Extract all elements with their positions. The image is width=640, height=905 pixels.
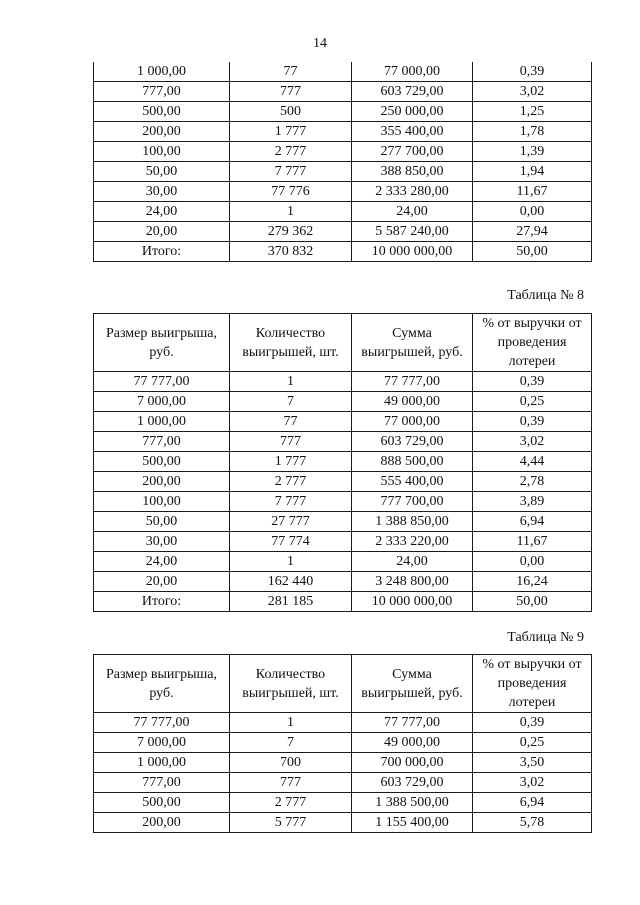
cell-prize-size: 77 777,00 bbox=[94, 713, 230, 733]
cell-prize-size: 77 777,00 bbox=[94, 372, 230, 392]
cell-prize-sum: 10 000 000,00 bbox=[352, 242, 473, 262]
cell-prize-size: 500,00 bbox=[94, 793, 230, 813]
header-revenue-percent: % от выручки от проведения лотереи bbox=[473, 655, 592, 713]
header-prize-count: Количество выигрышей, шт. bbox=[230, 655, 352, 713]
cell-prize-sum: 603 729,00 bbox=[352, 773, 473, 793]
cell-prize-count: 1 bbox=[230, 202, 352, 222]
cell-revenue-percent: 0,00 bbox=[473, 202, 592, 222]
cell-prize-size: 7 000,00 bbox=[94, 392, 230, 412]
cell-revenue-percent: 0,39 bbox=[473, 713, 592, 733]
cell-prize-count: 777 bbox=[230, 773, 352, 793]
cell-revenue-percent: 3,50 bbox=[473, 753, 592, 773]
cell-prize-size: 777,00 bbox=[94, 773, 230, 793]
table-row bbox=[94, 753, 592, 773]
table-row bbox=[94, 182, 592, 202]
cell-prize-count: 2 777 bbox=[230, 793, 352, 813]
cell-revenue-percent: 27,94 bbox=[473, 222, 592, 242]
cell-prize-sum: 888 500,00 bbox=[352, 452, 473, 472]
table-row bbox=[94, 572, 592, 592]
table-row bbox=[94, 392, 592, 412]
cell-prize-sum: 2 333 220,00 bbox=[352, 532, 473, 552]
cell-revenue-percent: 1,94 bbox=[473, 162, 592, 182]
cell-prize-size: 30,00 bbox=[94, 532, 230, 552]
table-row bbox=[94, 222, 592, 242]
cell-prize-size: 200,00 bbox=[94, 813, 230, 833]
cell-prize-sum: 2 333 280,00 bbox=[352, 182, 473, 202]
table-row bbox=[94, 162, 592, 182]
cell-prize-sum: 777 700,00 bbox=[352, 492, 473, 512]
header-revenue-percent: % от выручки от проведения лотереи bbox=[473, 314, 592, 372]
header-prize-size: Размер выигрыша, руб. bbox=[94, 655, 230, 713]
cell-prize-sum: 49 000,00 bbox=[352, 733, 473, 753]
cell-prize-sum: 77 777,00 bbox=[352, 372, 473, 392]
cell-prize-sum: 77 000,00 bbox=[352, 412, 473, 432]
table-row bbox=[94, 372, 592, 392]
table-row bbox=[94, 202, 592, 222]
table-row bbox=[94, 773, 592, 793]
table-row bbox=[94, 492, 592, 512]
table9-body bbox=[94, 713, 592, 833]
cell-prize-size: 200,00 bbox=[94, 122, 230, 142]
cell-prize-sum: 1 388 500,00 bbox=[352, 793, 473, 813]
table7-body bbox=[94, 62, 592, 262]
cell-prize-count: 1 bbox=[230, 372, 352, 392]
table-row bbox=[94, 412, 592, 432]
table-row bbox=[94, 102, 592, 122]
cell-prize-size: Итого: bbox=[94, 592, 230, 612]
cell-revenue-percent: 0,39 bbox=[473, 372, 592, 392]
cell-prize-sum: 5 587 240,00 bbox=[352, 222, 473, 242]
header-prize-sum: Сумма выигрышей, руб. bbox=[352, 655, 473, 713]
cell-prize-size: 24,00 bbox=[94, 552, 230, 572]
cell-prize-size: 500,00 bbox=[94, 102, 230, 122]
cell-revenue-percent: 3,02 bbox=[473, 82, 592, 102]
table-row bbox=[94, 552, 592, 572]
cell-prize-size: 30,00 bbox=[94, 182, 230, 202]
table-row bbox=[94, 432, 592, 452]
cell-prize-count: 1 bbox=[230, 713, 352, 733]
table-row bbox=[94, 813, 592, 833]
cell-prize-size: Итого: bbox=[94, 242, 230, 262]
cell-revenue-percent: 0,39 bbox=[473, 62, 592, 82]
header-prize-size: Размер выигрыша, руб. bbox=[94, 314, 230, 372]
cell-prize-count: 777 bbox=[230, 82, 352, 102]
cell-prize-sum: 250 000,00 bbox=[352, 102, 473, 122]
cell-prize-sum: 603 729,00 bbox=[352, 432, 473, 452]
table-row bbox=[94, 592, 592, 612]
cell-prize-count: 27 777 bbox=[230, 512, 352, 532]
cell-revenue-percent: 0,25 bbox=[473, 733, 592, 753]
cell-prize-count: 7 777 bbox=[230, 162, 352, 182]
cell-prize-sum: 603 729,00 bbox=[352, 82, 473, 102]
cell-prize-size: 1 000,00 bbox=[94, 412, 230, 432]
header-prize-count: Количество выигрышей, шт. bbox=[230, 314, 352, 372]
cell-prize-count: 1 777 bbox=[230, 122, 352, 142]
cell-prize-size: 500,00 bbox=[94, 452, 230, 472]
cell-prize-sum: 1 155 400,00 bbox=[352, 813, 473, 833]
cell-prize-sum: 24,00 bbox=[352, 202, 473, 222]
cell-prize-count: 777 bbox=[230, 432, 352, 452]
cell-revenue-percent: 11,67 bbox=[473, 182, 592, 202]
cell-revenue-percent: 3,02 bbox=[473, 432, 592, 452]
table-row bbox=[94, 532, 592, 552]
cell-revenue-percent: 11,67 bbox=[473, 532, 592, 552]
cell-prize-size: 1 000,00 bbox=[94, 62, 230, 82]
cell-revenue-percent: 4,44 bbox=[473, 452, 592, 472]
table9-header bbox=[94, 655, 592, 713]
table-row bbox=[94, 122, 592, 142]
cell-revenue-percent: 3,89 bbox=[473, 492, 592, 512]
cell-prize-size: 24,00 bbox=[94, 202, 230, 222]
cell-revenue-percent: 50,00 bbox=[473, 592, 592, 612]
cell-revenue-percent: 0,25 bbox=[473, 392, 592, 412]
cell-prize-size: 200,00 bbox=[94, 472, 230, 492]
cell-revenue-percent: 0,00 bbox=[473, 552, 592, 572]
cell-prize-size: 1 000,00 bbox=[94, 753, 230, 773]
cell-prize-sum: 77 777,00 bbox=[352, 713, 473, 733]
table8-header bbox=[94, 314, 592, 372]
cell-revenue-percent: 50,00 bbox=[473, 242, 592, 262]
table-row bbox=[94, 793, 592, 813]
cell-prize-count: 7 bbox=[230, 733, 352, 753]
cell-prize-sum: 77 000,00 bbox=[352, 62, 473, 82]
cell-prize-count: 162 440 bbox=[230, 572, 352, 592]
table-row bbox=[94, 142, 592, 162]
cell-revenue-percent: 1,39 bbox=[473, 142, 592, 162]
cell-prize-count: 7 bbox=[230, 392, 352, 412]
cell-prize-size: 50,00 bbox=[94, 162, 230, 182]
prize-table-9 bbox=[93, 654, 592, 833]
cell-prize-count: 279 362 bbox=[230, 222, 352, 242]
cell-prize-sum: 24,00 bbox=[352, 552, 473, 572]
cell-prize-sum: 555 400,00 bbox=[352, 472, 473, 492]
cell-prize-sum: 388 850,00 bbox=[352, 162, 473, 182]
table-row bbox=[94, 452, 592, 472]
cell-prize-sum: 355 400,00 bbox=[352, 122, 473, 142]
cell-prize-count: 7 777 bbox=[230, 492, 352, 512]
cell-prize-size: 7 000,00 bbox=[94, 733, 230, 753]
table9-caption: Таблица № 9 bbox=[507, 630, 584, 645]
cell-prize-size: 777,00 bbox=[94, 432, 230, 452]
cell-prize-count: 77 776 bbox=[230, 182, 352, 202]
cell-prize-count: 1 bbox=[230, 552, 352, 572]
cell-prize-count: 77 774 bbox=[230, 532, 352, 552]
cell-revenue-percent: 1,78 bbox=[473, 122, 592, 142]
cell-prize-count: 281 185 bbox=[230, 592, 352, 612]
cell-revenue-percent: 2,78 bbox=[473, 472, 592, 492]
cell-prize-sum: 10 000 000,00 bbox=[352, 592, 473, 612]
cell-prize-count: 370 832 bbox=[230, 242, 352, 262]
table-row bbox=[94, 713, 592, 733]
cell-prize-count: 77 bbox=[230, 62, 352, 82]
prize-table-8 bbox=[93, 313, 592, 612]
cell-revenue-percent: 6,94 bbox=[473, 512, 592, 532]
cell-prize-count: 77 bbox=[230, 412, 352, 432]
cell-prize-count: 1 777 bbox=[230, 452, 352, 472]
page-number: 14 bbox=[313, 36, 327, 51]
cell-prize-size: 100,00 bbox=[94, 492, 230, 512]
table8-caption: Таблица № 8 bbox=[507, 288, 584, 303]
table-row bbox=[94, 62, 592, 82]
cell-prize-count: 2 777 bbox=[230, 472, 352, 492]
cell-prize-count: 700 bbox=[230, 753, 352, 773]
table-row bbox=[94, 472, 592, 492]
table-row bbox=[94, 82, 592, 102]
table-row bbox=[94, 242, 592, 262]
prize-table-7-continued bbox=[93, 62, 592, 262]
cell-prize-count: 500 bbox=[230, 102, 352, 122]
cell-revenue-percent: 5,78 bbox=[473, 813, 592, 833]
cell-prize-sum: 700 000,00 bbox=[352, 753, 473, 773]
cell-prize-sum: 1 388 850,00 bbox=[352, 512, 473, 532]
cell-revenue-percent: 16,24 bbox=[473, 572, 592, 592]
cell-prize-count: 2 777 bbox=[230, 142, 352, 162]
cell-revenue-percent: 6,94 bbox=[473, 793, 592, 813]
cell-prize-size: 50,00 bbox=[94, 512, 230, 532]
table8-body bbox=[94, 372, 592, 612]
cell-prize-size: 20,00 bbox=[94, 572, 230, 592]
cell-prize-sum: 277 700,00 bbox=[352, 142, 473, 162]
cell-prize-sum: 49 000,00 bbox=[352, 392, 473, 412]
cell-revenue-percent: 1,25 bbox=[473, 102, 592, 122]
cell-prize-count: 5 777 bbox=[230, 813, 352, 833]
cell-prize-size: 100,00 bbox=[94, 142, 230, 162]
table-row bbox=[94, 733, 592, 753]
cell-revenue-percent: 3,02 bbox=[473, 773, 592, 793]
cell-revenue-percent: 0,39 bbox=[473, 412, 592, 432]
cell-prize-size: 20,00 bbox=[94, 222, 230, 242]
cell-prize-sum: 3 248 800,00 bbox=[352, 572, 473, 592]
table-row bbox=[94, 512, 592, 532]
cell-prize-size: 777,00 bbox=[94, 82, 230, 102]
header-prize-sum: Сумма выигрышей, руб. bbox=[352, 314, 473, 372]
